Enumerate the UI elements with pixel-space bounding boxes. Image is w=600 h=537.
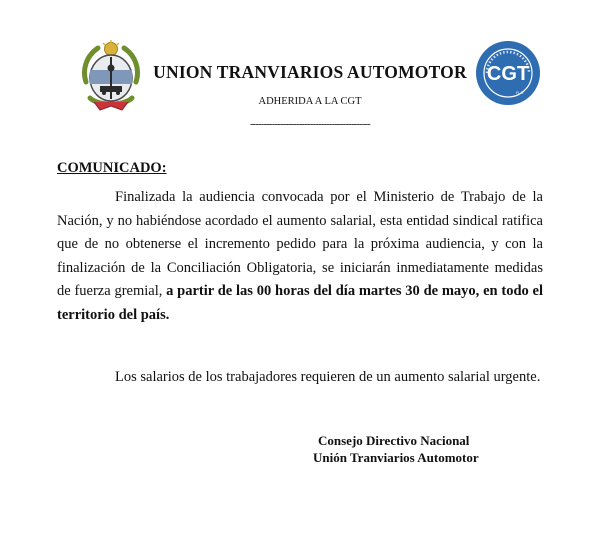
signature-council: Consejo Directivo Nacional	[318, 433, 470, 448]
paragraph-main-bold: a partir de las 00 horas del día martes 30 de mayo, en todo el territorio del país.	[57, 283, 544, 323]
header-separator: --------------------------------------------	[249, 119, 371, 130]
signature-block	[313, 433, 479, 466]
organization-name: UNION TRANVIARIOS AUTOMOTOR	[153, 62, 467, 82]
affiliation-subtitle: ADHERIDA A LA CGT	[258, 96, 362, 107]
cgt-logo-ra: R.A.	[516, 90, 524, 95]
cgt-logo	[475, 40, 541, 106]
uta-seal-logo	[76, 40, 146, 114]
communique-heading: COMUNICADO:	[57, 160, 167, 176]
signature-union: Unión Tranviarios Automotor	[313, 449, 479, 465]
cgt-logo-text: CGT	[486, 63, 530, 85]
paragraph-main	[57, 186, 543, 327]
paragraph-main-text: Finalizada la audiencia convocada por el Ministerio de Trabajo de la Nación, y no habiéndose acordado el aumento salarial, esta entidad sindical ratifica que de no obtenerse el incremento pedido para la próxima audiencia, y con la finalización de la Conciliación Obligatoria, se iniciarán inmediatamente medidas de fuerza gremial,	[57, 189, 543, 299]
paragraph-salaries: Los salarios de los trabajadores requieren de un aumento salarial urgente.	[115, 369, 541, 385]
